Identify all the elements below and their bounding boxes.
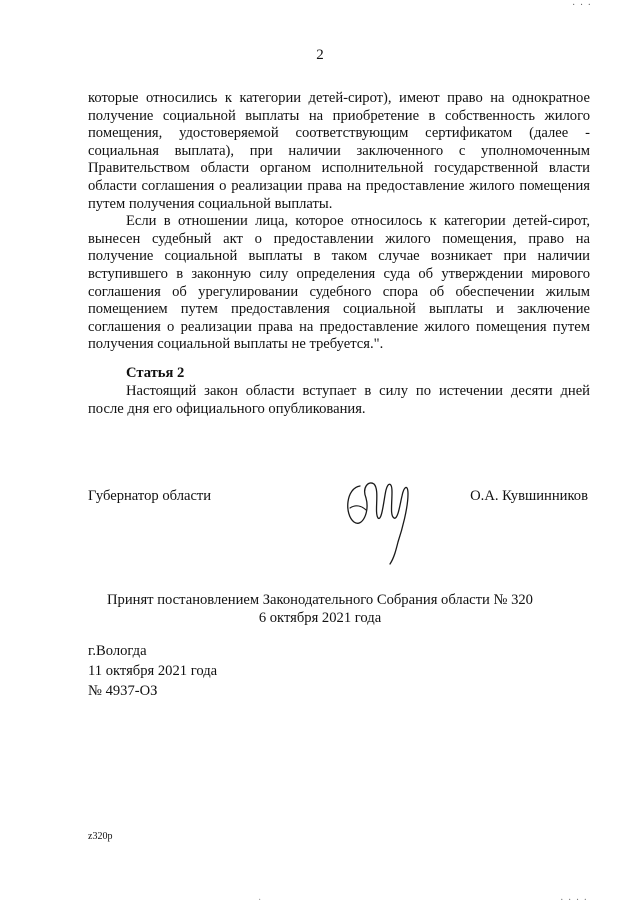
signature-role: Губернатор области [88,488,212,504]
adoption-note [0,592,640,627]
article-text: Настоящий закон области вступает в силу по истечении десяти дней после дня его официального опубликования. [88,383,590,417]
paragraph-continuation: которые относились к категории детей-сирот), имеют право на однократное получение социальной выплаты на приобретение в собственность жилого помещения, удостоверяемой соответствующим сертификатом (далее - социальная выплата), при наличии заключенного с уполномоченным Правительством области органом исполнительной государственной власти области соглашения о реализации права на предоставление жилого помещения путем получения социальной выплаты. [88,90,590,212]
signing-date: 11 октября 2021 года [88,663,218,679]
page-number: 2 [316,47,324,63]
adoption-line-2: 6 октября 2021 года [258,609,382,626]
bottom-scan-mark: · · · · [560,895,588,906]
corner-scan-mark: · · · [572,0,592,11]
article-heading: Статья 2 [126,365,185,381]
body-text [88,90,590,354]
city: г.Вологда [88,643,147,659]
footer-code: z320p [88,831,113,842]
law-number: № 4937-ОЗ [88,683,158,699]
signature-name: О.А. Кувшинников [470,488,588,504]
bottom-scan-mark-left: · [258,895,262,906]
handwritten-signature [340,468,420,573]
adoption-line-1: Принят постановлением Законодательного Собрания области № 320 [107,592,533,608]
place-date-block [88,641,217,701]
paragraph-court-act: Если в отношении лица, которое относилось к категории детей-сирот, вынесен судебный акт о предоставлении жилого помещения, право на получение социальной выплаты в таком случае возникает при наличии вступившего в законную силу определения суда об утверждении мирового соглашения об урегулировании судебного спора об обеспечении жилым помещением путем предоставления социальной выплаты и заключение соглашения о реализации права на предоставление жилого помещения путем получения социальной выплаты не требуется.". [88,213,590,353]
signature-stroke-svg [340,468,420,568]
